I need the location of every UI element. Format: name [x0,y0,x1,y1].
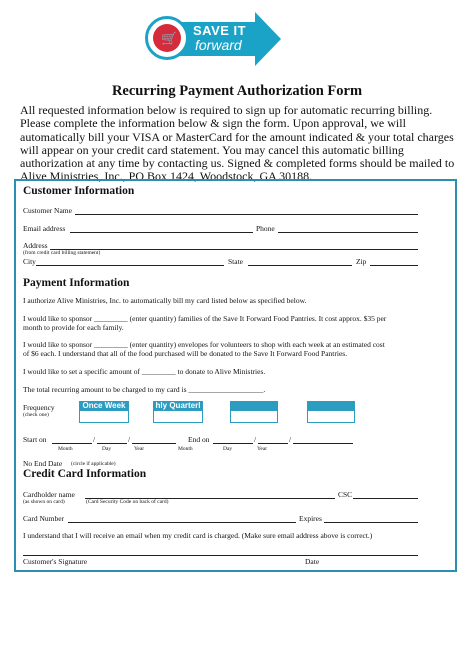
cardholder-note: (as shown on card) [23,499,65,505]
email-notice-text: I understand that I will receive an email when my credit card is charged. (Make sure email address above is correct.) [23,531,373,540]
address-note: (from credit card billing statement) [23,250,101,256]
total-amount-text: The total recurring amount to be charged to my card is ____________________. [23,385,266,394]
sponsor-families-text: I would like to sponsor _________ (enter quantity) families of the Save It Forward Food Pantries. It cost approx. $35 per [23,314,387,323]
customer-heading: Customer Information [23,185,135,197]
card-number-label: Card Number [23,514,65,523]
state-label: State [228,257,243,266]
start-year-field[interactable] [132,443,176,444]
form-box: Customer Information Customer Name Email address Phone Address (from credit card billing statement) City State Zip Payment Information I authorize Alive Ministries, Inc. to automatically bill my card listed below as specified below. I would like to sponsor _________ (enter quantity) families of the Save It Forward Food Pantries. It cost approx. $35 per month to provide for each family. I would like to sponsor _________ (enter quantity) envelopes for volunteers to shop with each week at an estimated cost of $6 each. I understand that all of the food purchased will be donated to the Save It Forward Food Pantries. I would like to set a specific amount of _________ to donate to Alive Ministries. The total recurring amount to be charged to my card is ____________________. Frequency (check one) Once Week hly Quarterl Start on / / Month Day Year End on / / Month Day Year No End Date (circle if applicable) Credit Card Information Cardholder name (as shown on card) (Card Security Code on back of card) CSC Card Number Expires I understand that I will receive an email when my credit card is charged. (Make sure email address above is correct.) Customer's Signature Date [14,179,457,572]
logo-arrow-head [255,12,281,66]
end-year-caption: Year [257,446,268,452]
end-day-caption: Day [223,446,233,452]
frequency-label: Frequency [23,403,55,412]
start-year-caption: Year [134,446,145,452]
city-label: City [23,257,36,266]
signature-label: Customer's Signature [23,557,88,566]
no-end-date-option[interactable]: No End Date [23,459,63,468]
frequency-note: (check one) [23,412,49,418]
csc-note: (Card Security Code on back of card) [86,499,169,505]
logo-text-top: SAVE IT [193,23,247,38]
zip-field[interactable] [370,265,418,266]
authorize-text: I authorize Alive Ministries, Inc. to automatically bill my card listed below as specified below. [23,296,307,305]
signature-line[interactable] [23,555,418,556]
end-label: End on [188,435,210,444]
end-day-field[interactable] [258,443,288,444]
start-month-field[interactable] [52,443,92,444]
sponsor-envelopes-text-2: of $6 each. I understand that all of the food purchased will be donated to the Save It Forward Food Pantries. [23,349,348,358]
start-day-field[interactable] [97,443,127,444]
csc-label: CSC [338,490,353,499]
frequency-quarterly[interactable]: hly Quarterl [153,401,203,410]
expires-field[interactable] [324,522,418,523]
frequency-quarterly-box[interactable] [153,410,203,423]
address-field[interactable] [50,249,418,250]
intro-paragraph: All requested information below is required to sign up for automatic recurring billing. Please complete the information below & sign the form. Upon approval, we will automatically bill your VISA or MasterCard for the amount indicated & your total charges will appear on your credit card statement. You may cancel this automatic billing authorization at any time by contacting us. Signed & completed forms should be mailed to Alive Ministries, Inc., PO Box 1424, Woodstock, GA 30188. [20,103,455,184]
frequency-once-weekly[interactable]: Once Week [79,401,129,410]
cardholder-label: Cardholder name [23,490,75,499]
logo-text-bottom: forward [195,37,242,53]
end-month-field[interactable] [213,443,253,444]
csc-field[interactable] [353,498,418,499]
state-field[interactable] [248,265,352,266]
save-it-forward-logo [145,12,280,67]
address-label: Address [23,241,48,250]
page-title: Recurring Payment Authorization Form [111,83,363,99]
end-month-caption: Month [178,446,193,452]
expires-label: Expires [299,514,322,523]
sponsor-families-text-2: month to provide for each family. [23,323,124,332]
start-label: Start on [23,435,47,444]
date-label: Date [305,557,320,566]
set-amount-text: I would like to set a specific amount of _________ to donate to Alive Ministries. [23,367,266,376]
end-year-field[interactable] [293,443,353,444]
card-number-field[interactable] [68,522,296,523]
city-field[interactable] [36,265,224,266]
customer-name-label: Customer Name [23,206,72,215]
sponsor-envelopes-text: I would like to sponsor _________ (enter quantity) envelopes for volunteers to shop with each week at an estimated cost [23,340,385,349]
logo-circle [145,16,189,60]
payment-heading: Payment Information [23,277,130,289]
frequency-once-weekly-box[interactable] [79,410,129,423]
frequency-option-3-box[interactable] [230,410,278,423]
frequency-option-4-box[interactable] [307,410,355,423]
zip-label: Zip [356,257,367,266]
credit-heading: Credit Card Information [23,468,147,480]
frequency-option-4[interactable] [307,401,355,410]
phone-label: Phone [256,224,275,233]
shopping-cart-icon: 🛒 [161,32,178,47]
customer-name-field[interactable] [75,214,418,215]
frequency-option-3[interactable] [230,401,278,410]
no-end-date-note: (circle if applicable) [71,461,116,467]
email-field[interactable] [70,232,253,233]
email-label: Email address [23,224,66,233]
start-day-caption: Day [102,446,112,452]
start-month-caption: Month [58,446,73,452]
phone-field[interactable] [278,232,418,233]
